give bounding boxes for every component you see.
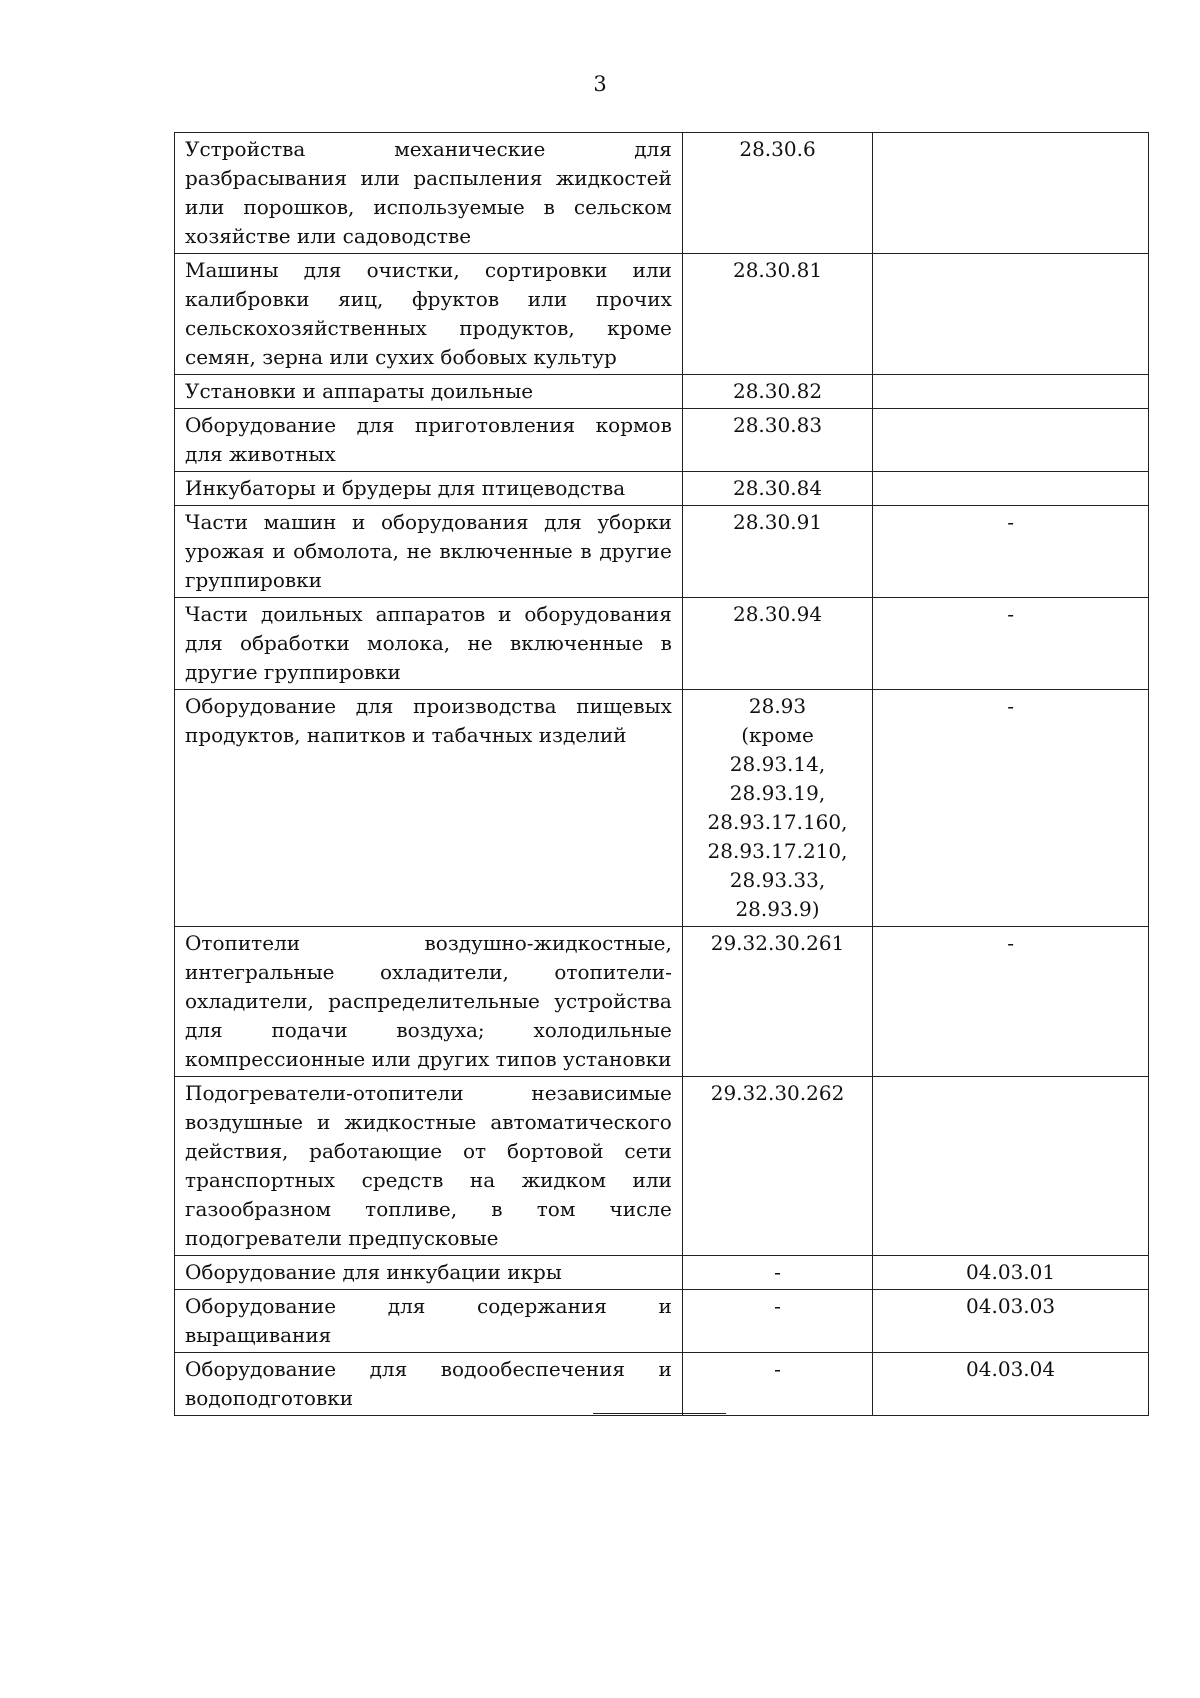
page-number: 3: [593, 72, 607, 96]
equipment-name-cell: Машины для очистки, сортировки или калибровки яиц, фруктов или прочих сельскохозяйственных продуктов, кроме семян, зерна или сухих бобовых культур: [175, 254, 683, 375]
equipment-name-cell: Отопители воздушно-жидкостные, интегральные охладители, отопители-охладители, распределительные устройства для подачи воздуха; холодильные компрессионные или других типов установки: [175, 927, 683, 1077]
code-line: 28.30.81: [732, 258, 823, 282]
okved-code-cell: -: [873, 598, 1149, 690]
table-row: [175, 133, 1149, 254]
code-line: -: [774, 1260, 781, 1284]
okpd-code-cell: [682, 1353, 872, 1416]
code-line: 28.30.84: [732, 476, 823, 500]
okpd-code-cell: [682, 133, 872, 254]
okved-code-cell: [873, 472, 1149, 506]
okpd-code-cell: [682, 690, 872, 927]
equipment-name-cell: Оборудование для производства пищевых продуктов, напитков и табачных изделий: [175, 690, 683, 927]
okved-code-cell: -: [873, 690, 1149, 927]
code-line: 28.93.17.210,: [707, 839, 848, 863]
footer-divider: [593, 1413, 726, 1414]
okved-code-cell: 04.03.04: [873, 1353, 1149, 1416]
equipment-name-cell: Оборудование для водообеспечения и водоподготовки: [175, 1353, 683, 1416]
okpd-code-cell: [682, 927, 872, 1077]
code-line: -: [774, 1294, 781, 1318]
okved-code-cell: [873, 1077, 1149, 1256]
table-row: [175, 472, 1149, 506]
table-row: [175, 598, 1149, 690]
okpd-code-cell: [682, 472, 872, 506]
code-line: (кроме 28.93.14,: [729, 723, 826, 776]
equipment-name-cell: Оборудование для приготовления кормов для животных: [175, 409, 683, 472]
okved-code-cell: [873, 133, 1149, 254]
okved-code-cell: [873, 409, 1149, 472]
code-line: 29.32.30.262: [710, 1081, 845, 1105]
code-line: 28.30.6: [739, 137, 816, 161]
okpd-code-cell: [682, 598, 872, 690]
equipment-name-cell: Устройства механические для разбрасывания или распыления жидкостей или порошков, используемые в сельском хозяйстве или садоводстве: [175, 133, 683, 254]
okved-code-cell: 04.03.03: [873, 1290, 1149, 1353]
okpd-code-cell: [682, 1256, 872, 1290]
table-row: [175, 1256, 1149, 1290]
okpd-code-cell: [682, 409, 872, 472]
code-line: 29.32.30.261: [710, 931, 845, 955]
table-row: [175, 927, 1149, 1077]
code-line: 28.30.91: [732, 510, 823, 534]
equipment-name-cell: Подогреватели-отопители независимые воздушные и жидкостные автоматического действия, работающие от бортовой сети транспортных средств на жидком или газообразном топливе, в том числе подогреватели предпусковые: [175, 1077, 683, 1256]
code-line: 28.93.17.160,: [707, 810, 848, 834]
code-line: 28.93.33,: [729, 868, 826, 892]
code-line: 28.30.83: [732, 413, 823, 437]
okpd-code-cell: [682, 254, 872, 375]
okpd-code-cell: [682, 1290, 872, 1353]
table-row: [175, 409, 1149, 472]
table-row: [175, 1077, 1149, 1256]
equipment-name-cell: Установки и аппараты доильные: [175, 375, 683, 409]
okpd-code-cell: [682, 1077, 872, 1256]
table-row: [175, 506, 1149, 598]
equipment-table: [174, 132, 1149, 1416]
equipment-name-cell: Оборудование для содержания и выращивания: [175, 1290, 683, 1353]
okved-code-cell: [873, 254, 1149, 375]
code-line: 28.93: [748, 694, 807, 718]
code-line: -: [774, 1357, 781, 1381]
code-line: 28.30.94: [732, 602, 823, 626]
equipment-name-cell: Части машин и оборудования для уборки урожая и обмолота, не включенные в другие группировки: [175, 506, 683, 598]
equipment-name-cell: Инкубаторы и брудеры для птицеводства: [175, 472, 683, 506]
table-row: [175, 1353, 1149, 1416]
table-body: [175, 133, 1149, 1416]
equipment-name-cell: Части доильных аппаратов и оборудования для обработки молока, не включенные в другие группировки: [175, 598, 683, 690]
okpd-code-cell: [682, 375, 872, 409]
okved-code-cell: -: [873, 506, 1149, 598]
table-row: [175, 254, 1149, 375]
equipment-name-cell: Оборудование для инкубации икры: [175, 1256, 683, 1290]
okpd-code-cell: [682, 506, 872, 598]
table-row: [175, 1290, 1149, 1353]
table-row: [175, 375, 1149, 409]
code-line: 28.93.9): [735, 897, 820, 921]
table-row: [175, 690, 1149, 927]
code-line: 28.93.19,: [729, 781, 826, 805]
okved-code-cell: [873, 375, 1149, 409]
code-line: 28.30.82: [732, 379, 823, 403]
okved-code-cell: 04.03.01: [873, 1256, 1149, 1290]
okved-code-cell: -: [873, 927, 1149, 1077]
